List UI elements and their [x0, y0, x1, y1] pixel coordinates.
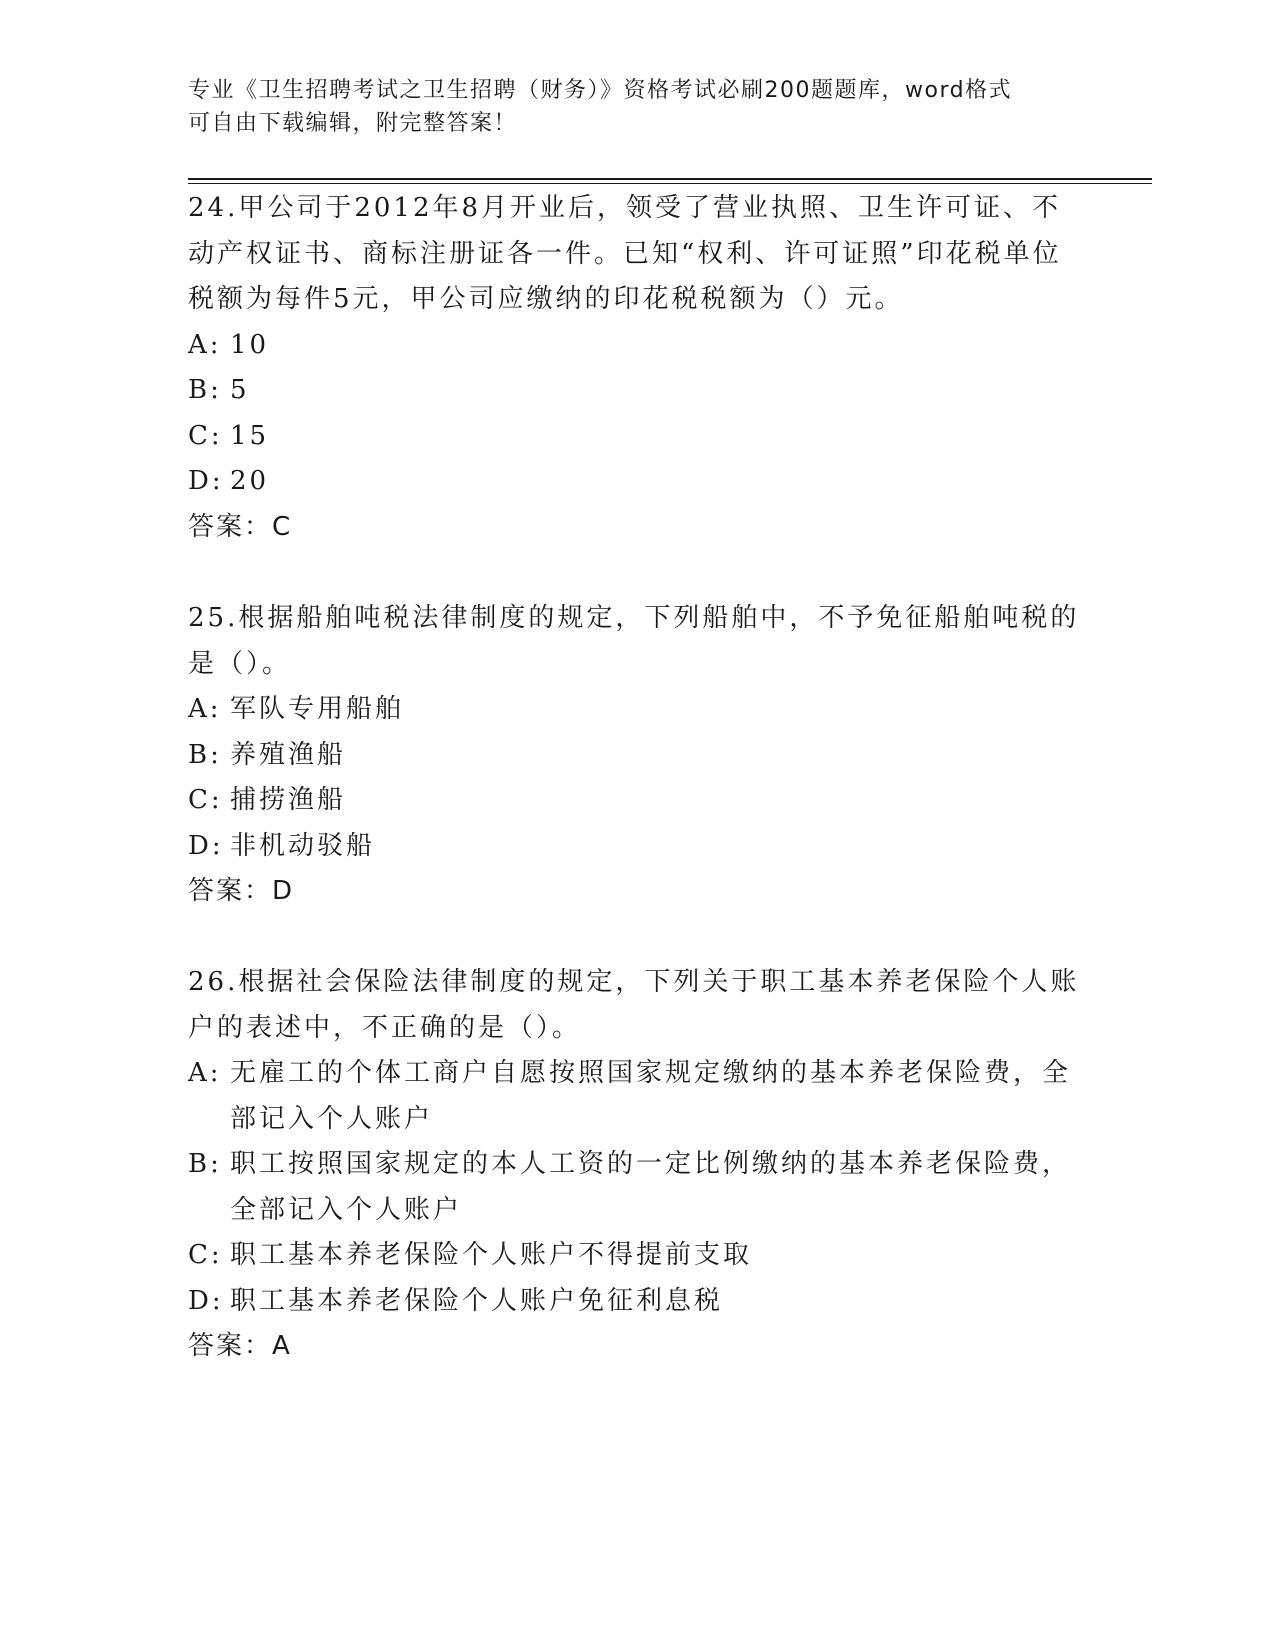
option-b [188, 1142, 1088, 1233]
header-divider-thin [188, 183, 1152, 184]
question-stem: 25.根据船舶吨税法律制度的规定，下列船舶中，不予免征船舶吨税的是（）。 [188, 603, 1080, 679]
option-a [188, 323, 1088, 369]
header-line-1: 专业《卫生招聘考试之卫生招聘（财务）》资格考试必刷200题题库，word格式 [188, 78, 1013, 103]
option-text: 5 [230, 375, 250, 405]
answer-line: 答案：A [188, 1331, 292, 1361]
option-letter: B: [188, 375, 222, 405]
option-d [188, 824, 1088, 870]
option-b [188, 368, 1088, 414]
option-letter: A: [188, 694, 222, 724]
option-letter: D: [188, 830, 224, 861]
option-b [188, 733, 1088, 779]
option-c [188, 778, 1088, 824]
document-header [188, 74, 1088, 140]
option-letter: A: [188, 1058, 222, 1088]
header-line-2: 可自由下载编辑，附完整答案！ [188, 111, 518, 136]
option-text: 职工基本养老保险个人账户免征利息税 [230, 1285, 724, 1316]
option-letter: C: [188, 785, 223, 815]
option-text: 无雇工的个体工商户自愿按照国家规定缴纳的基本养老保险费，全部记入个人账户 [230, 1058, 1072, 1134]
option-letter: C: [188, 420, 223, 451]
option-c [188, 414, 1088, 460]
answer-line: 答案：C [188, 511, 293, 542]
option-text: 10 [230, 329, 270, 360]
option-letter: C: [188, 1240, 223, 1270]
answer-line: 答案：D [188, 876, 295, 906]
option-d [188, 1279, 1088, 1325]
option-c [188, 1233, 1088, 1279]
question-stem: 24.甲公司于2012年8月开业后，领受了营业执照、卫生许可证、不动产权证书、商标注册证各一件。已知“权利、许可证照”印花税单位税额为每件5元，甲公司应缴纳的印花税税额为（）元。 [188, 193, 1062, 314]
question-26 [188, 960, 1088, 1370]
option-a [188, 687, 1088, 733]
option-text: 养殖渔船 [230, 739, 347, 770]
option-letter: A: [188, 329, 222, 360]
question-24 [188, 186, 1088, 550]
option-text: 职工按照国家规定的本人工资的一定比例缴纳的基本养老保险费，全部记入个人账户 [230, 1149, 1072, 1225]
option-letter: D: [188, 1285, 224, 1316]
option-a [188, 1051, 1088, 1142]
option-text: 20 [230, 466, 270, 496]
option-letter: D: [188, 466, 224, 496]
option-text: 捕捞渔船 [230, 785, 347, 815]
question-25 [188, 596, 1088, 915]
option-d [188, 459, 1088, 505]
option-text: 职工基本养老保险个人账户不得提前支取 [230, 1240, 753, 1270]
option-text: 非机动驳船 [230, 830, 376, 861]
option-letter: B: [188, 739, 222, 770]
header-divider-thick [188, 178, 1152, 180]
option-text: 15 [230, 420, 270, 451]
option-letter: B: [188, 1149, 222, 1179]
question-stem: 26.根据社会保险法律制度的规定，下列关于职工基本养老保险个人账户的表述中，不正确的是（）。 [188, 967, 1080, 1043]
option-text: 军队专用船舶 [230, 694, 405, 724]
